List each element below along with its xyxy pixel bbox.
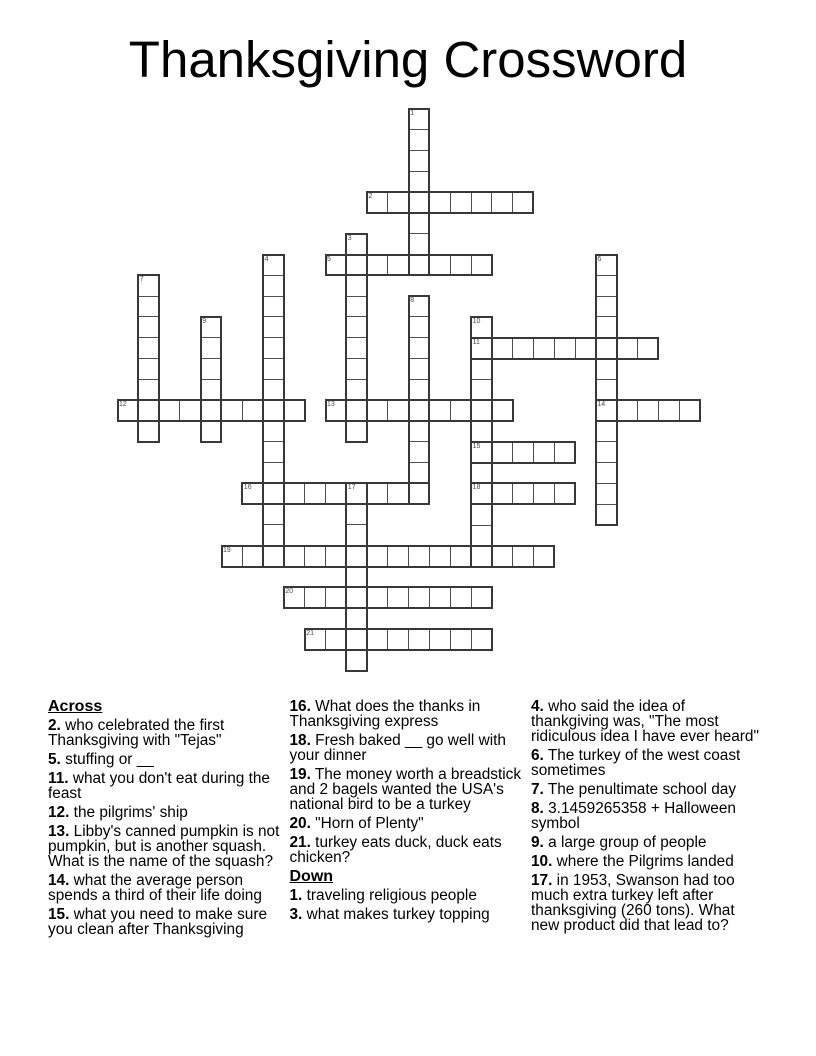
cell-number-2: 2 [368,193,373,201]
cell-number-5: 5 [327,255,331,263]
cell-separator [409,358,430,359]
clue-4: 4. who said the idea of thankgiving was, "The most ridiculous idea I have ever heard" [531,698,759,745]
clue-11: 11. what you don't eat during the feast [48,770,270,802]
clue-number: 4. [531,698,544,715]
cell-separator [596,441,617,442]
cell-separator [471,525,492,526]
cell-separator [409,462,430,463]
clue-number: 9. [531,834,544,851]
cell-separator [491,400,492,421]
cell-separator [429,587,430,608]
clue-13: 13. Libby's canned pumpkin is not pumpkin, but is another squash. What is the name of the squash? [48,823,280,870]
cell-separator [408,192,409,213]
clue-19: 19. The money worth a breadstick and 2 bagels wanted the USA's national bird to be a turkey [289,766,522,813]
clue-number: 13. [48,823,70,840]
cell-separator [512,338,513,359]
cell-separator [408,546,409,567]
cell-separator [596,379,617,380]
cell-separator [263,316,284,317]
clue-2: 2. who celebrated the first Thanksgiving with "Tejas" [48,717,225,749]
cell-separator [367,629,368,650]
cell-number-16: 16 [243,484,252,492]
cell-separator [263,546,264,567]
cell-separator [387,400,388,421]
clue-column-2 [290,699,522,941]
cell-separator [596,462,617,463]
puzzle-title: Thanksgiving Crossword [128,31,688,88]
cell-separator [554,338,555,359]
cell-separator [429,546,430,567]
clue-number: 1. [289,887,303,904]
cell-separator [367,400,368,421]
cell-number-10: 10 [472,318,481,325]
cell-separator [450,400,451,421]
clue-21: 21. turkey eats duck, duck eats chicken? [289,834,502,866]
cell-separator [450,255,451,276]
cell-separator [367,587,368,608]
clue-number: 18. [289,732,311,749]
clue-9: 9. a large group of people [531,834,707,851]
cell-separator [533,546,534,567]
cell-separator [367,255,368,276]
cell-separator [201,337,222,338]
cell-separator [471,546,472,567]
cell-separator [491,483,492,504]
word-16-across[interactable] [242,483,429,504]
cell-separator [596,483,617,484]
cell-separator [512,483,513,504]
clue-number: 7. [531,781,544,798]
cell-separator [263,400,264,421]
clue-8: 8. 3.1459265358 + Halloween symbol [531,800,736,832]
cell-separator [346,379,367,380]
cell-separator [471,379,492,380]
cell-separator [138,337,159,338]
cell-separator [138,296,159,297]
cell-separator [263,483,264,504]
clue-10: 10. where the Pilgrims landed [531,853,734,870]
clue-number: 12. [48,804,70,821]
cell-number-12: 12 [119,401,127,409]
cell-separator [346,400,347,421]
cell-number-9: 9 [202,318,207,325]
cell-separator [408,255,409,276]
clue-number: 20. [289,815,311,832]
cell-separator [637,400,638,421]
clue-number: 8. [531,800,544,817]
cell-separator [242,400,243,421]
word-18-across[interactable] [471,483,575,504]
cell-separator [387,546,388,567]
cell-number-11: 11 [472,338,480,346]
cell-number-8: 8 [410,297,415,305]
clue-number: 2. [48,717,61,734]
clue-16: 16. What does the thanks in Thanksgiving express [289,698,481,730]
cell-number-1: 1 [410,110,415,117]
cell-separator [387,483,388,504]
cell-separator [596,275,617,276]
cell-separator [491,546,492,567]
cell-separator [283,546,284,567]
word-6-down[interactable] [596,255,617,525]
word-14-across[interactable] [596,400,700,421]
cell-separator [263,524,284,525]
clue-number: 21. [289,834,311,851]
cell-separator [409,233,430,234]
cell-separator [346,524,367,525]
cell-separator [554,483,555,504]
cell-separator [409,316,430,317]
clue-1: 1. traveling religious people [289,887,477,904]
cell-separator [637,338,638,359]
cell-separator [512,546,513,567]
cell-separator [346,337,367,338]
clue-section [48,699,763,941]
clue-number: 15. [48,906,70,923]
cell-separator [409,441,430,442]
cell-separator [346,358,367,359]
cell-number-18: 18 [472,484,481,492]
cell-separator [408,483,409,504]
cell-separator [304,587,305,608]
cell-separator [450,587,451,608]
word-19-across[interactable] [222,546,555,567]
word-2-across[interactable] [367,192,533,213]
cell-separator [346,255,347,276]
word-12-across[interactable] [118,400,305,421]
cell-separator [491,338,492,359]
cell-separator [409,129,430,130]
cell-separator [138,358,159,359]
cell-separator [201,379,222,380]
cell-separator [471,255,472,276]
cell-separator [616,400,617,421]
cell-separator [283,483,284,504]
cell-separator [367,546,368,567]
clue-5: 5. stuffing or __ [48,751,154,768]
cell-separator [283,400,284,421]
cell-number-17: 17 [347,484,356,492]
word-20-across[interactable] [284,587,492,608]
word-15-across[interactable] [471,442,575,463]
cell-separator [179,400,180,421]
cell-separator [159,400,160,421]
cell-separator [263,275,284,276]
clue-15: 15. what you need to make sure you clean after Thanksgiving [48,906,268,938]
clue-number: 3. [289,906,303,923]
cell-separator [512,192,513,213]
clue-17: 17. in 1953, Swanson had too much extra turkey left after thanksgiving (260 tons). What new product did that lead to? [531,872,735,934]
cell-separator [346,504,367,505]
cell-separator [346,296,367,297]
cell-separator [658,400,659,421]
clue-18: 18. Fresh baked __ go well with your dinner [289,732,506,764]
cell-separator [491,192,492,213]
cell-separator [409,337,430,338]
cell-separator [387,192,388,213]
word-21-across[interactable] [305,629,492,650]
cell-separator [138,400,139,421]
cell-number-13: 13 [327,401,335,409]
cell-separator [221,400,222,421]
cell-separator [346,546,347,567]
cell-number-6: 6 [597,255,602,263]
cell-separator [201,358,222,359]
cell-number-14: 14 [597,401,606,409]
clue-number: 11. [48,770,69,787]
cell-separator [387,629,388,650]
cell-separator [325,483,326,504]
cell-separator [450,546,451,567]
clue-20: 20. "Horn of Plenty" [289,815,424,832]
cell-separator [408,400,409,421]
cell-separator [429,629,430,650]
word-9-down[interactable] [201,317,222,442]
cell-separator [533,338,534,359]
word-5-across[interactable] [326,255,492,276]
cell-separator [304,546,305,567]
clue-6: 6. The turkey of the west coast sometimes [531,747,741,779]
cell-separator [346,316,367,317]
clue-12: 12. the pilgrims' ship [48,804,188,821]
clue-number: 19. [289,766,311,783]
clue-number: 5. [48,751,61,768]
cell-number-20: 20 [285,588,294,596]
cell-separator [450,192,451,213]
cell-separator [409,379,430,380]
clue-7: 7. The penultimate school day [531,781,737,798]
cell-separator [138,379,159,380]
cell-separator [491,442,492,463]
cell-separator [429,400,430,421]
cell-separator [387,587,388,608]
word-13-across[interactable] [326,400,513,421]
cell-separator [200,400,201,421]
cell-separator [263,358,284,359]
cell-separator [346,629,347,650]
clue-header-down: Down [289,868,334,885]
clue-number: 16. [289,698,311,715]
cell-number-19: 19 [223,546,231,554]
cell-separator [242,546,243,567]
cell-separator [450,629,451,650]
cell-separator [471,400,472,421]
cell-separator [387,255,388,276]
cell-separator [409,171,430,172]
cell-number-15: 15 [472,442,481,450]
clue-column-3 [531,699,763,941]
cell-number-7: 7 [139,276,144,284]
cell-separator [325,546,326,567]
cell-separator [263,462,284,463]
clue-3: 3. what makes turkey topping [289,906,490,923]
cell-separator [263,337,284,338]
cell-separator [616,338,617,359]
cell-separator [533,483,534,504]
cell-separator [304,483,305,504]
clue-number: 10. [531,853,553,870]
clue-header-across: Across [48,698,103,715]
cell-separator [471,629,472,650]
cell-separator [471,192,472,213]
clue-column-1 [48,699,280,941]
cell-separator [471,587,472,608]
cell-separator [408,629,409,650]
cell-separator [138,316,159,317]
clue-14: 14. what the average person spends a third of their life doing [48,872,262,904]
word-11-across[interactable] [471,338,658,359]
cell-separator [409,150,430,151]
cell-separator [575,338,576,359]
cell-number-3: 3 [347,234,352,242]
cell-separator [596,316,617,317]
cell-number-21: 21 [306,630,314,637]
clue-number: 14. [48,872,70,889]
cell-separator [596,504,617,505]
cell-number-4: 4 [264,255,269,263]
cell-separator [429,255,430,276]
cell-separator [595,338,596,359]
cell-separator [263,379,284,380]
clue-number: 6. [531,747,544,764]
cell-separator [346,587,347,608]
cell-separator [408,587,409,608]
cell-separator [679,400,680,421]
cell-separator [263,441,284,442]
cell-separator [263,296,284,297]
cell-separator [512,442,513,463]
cell-separator [429,192,430,213]
cell-separator [554,442,555,463]
cell-separator [325,629,326,650]
clue-number: 17. [531,872,553,889]
cell-separator [596,296,617,297]
cell-separator [533,442,534,463]
cell-separator [325,587,326,608]
